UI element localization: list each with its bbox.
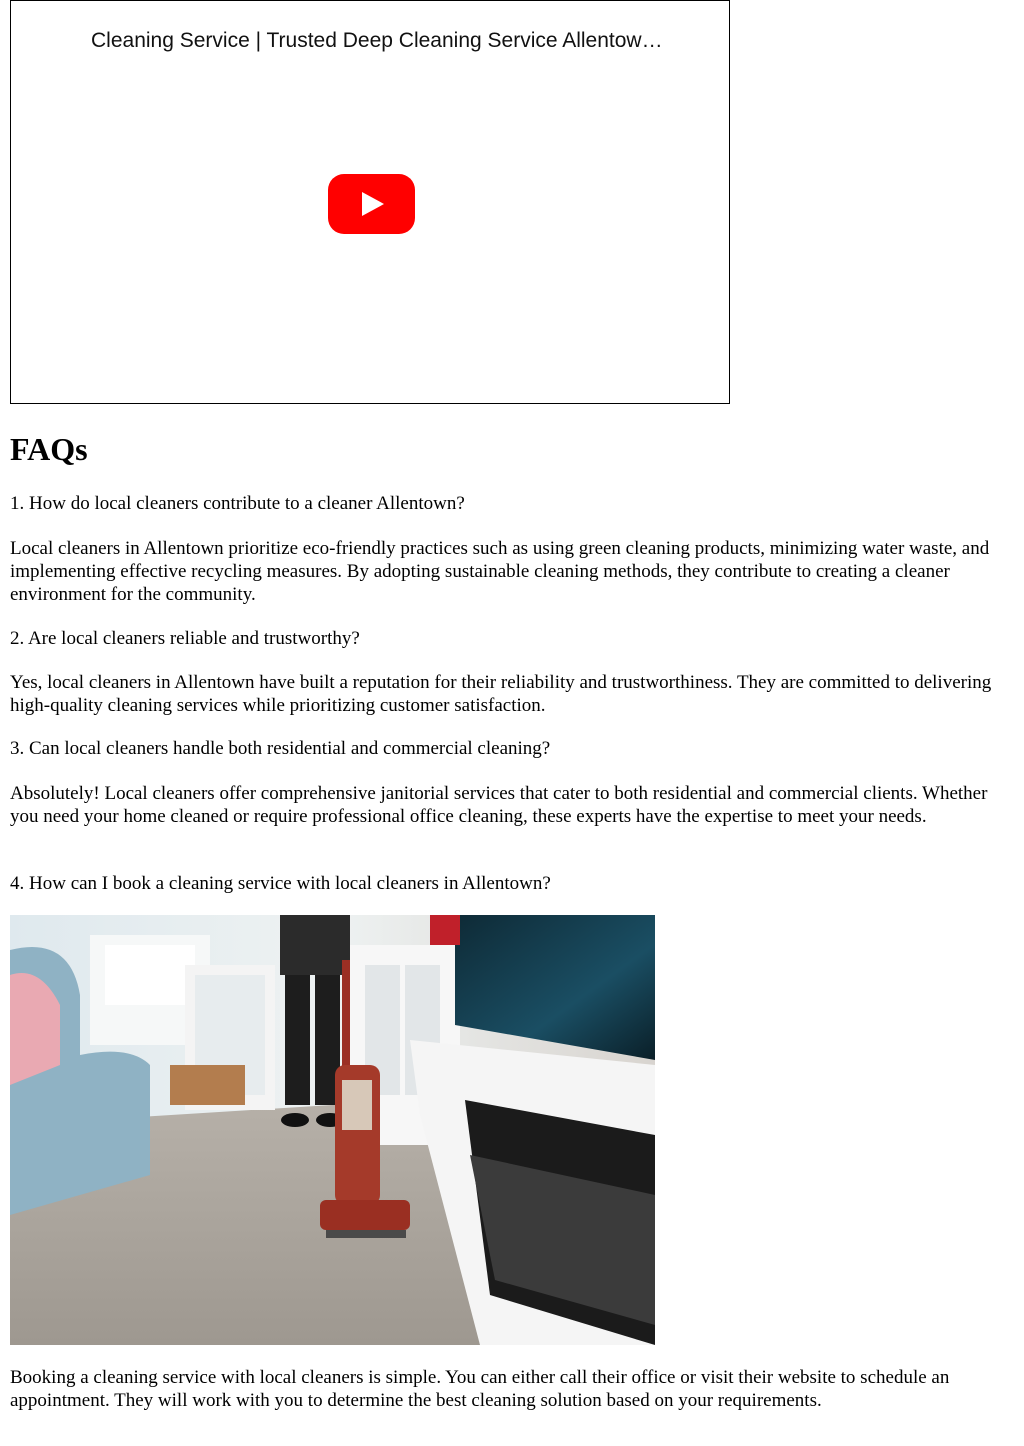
faq-answer-1: Local cleaners in Allentown prioritize eco-friendly practices such as using green cleaning products, minimizing water waste, and implementing effective recycling measures. By adopting sustainable cleaning methods, they contribute to creating a cleaner environment for the community.	[10, 538, 990, 605]
faq-question-4: 4. How can I book a cleaning service with local cleaners in Allentown?	[10, 873, 551, 894]
play-icon	[360, 192, 384, 216]
play-button[interactable]	[328, 174, 415, 234]
faq-question-3: 3. Can local cleaners handle both residential and commercial cleaning?	[10, 738, 551, 759]
faq-heading: FAQs	[10, 431, 88, 467]
video-embed[interactable]	[10, 0, 730, 404]
faq-answer-4: Booking a cleaning service with local cleaners is simple. You can either call their office or visit their website to schedule an appointment. They will work with you to determine the best cleaning solution based on your requirements.	[10, 1367, 950, 1411]
video-title[interactable]: Cleaning Service | Trusted Deep Cleaning Service Allentow…	[91, 29, 663, 52]
faq-question-2: 2. Are local cleaners reliable and trustworthy?	[10, 628, 360, 649]
faq-question-1: 1. How do local cleaners contribute to a cleaner Allentown?	[10, 493, 465, 514]
vacuum-cleaning-photo	[10, 915, 655, 1345]
faq-answer-2: Yes, local cleaners in Allentown have built a reputation for their reliability and trustworthiness. They are committed to delivering high-quality cleaning services while prioritizing customer satisfaction.	[10, 672, 992, 716]
faq-answer-3: Absolutely! Local cleaners offer comprehensive janitorial services that cater to both residential and commercial clients. Whether you need your home cleaned or require professional office cleaning, these experts have the expertise to meet your needs.	[10, 783, 988, 827]
